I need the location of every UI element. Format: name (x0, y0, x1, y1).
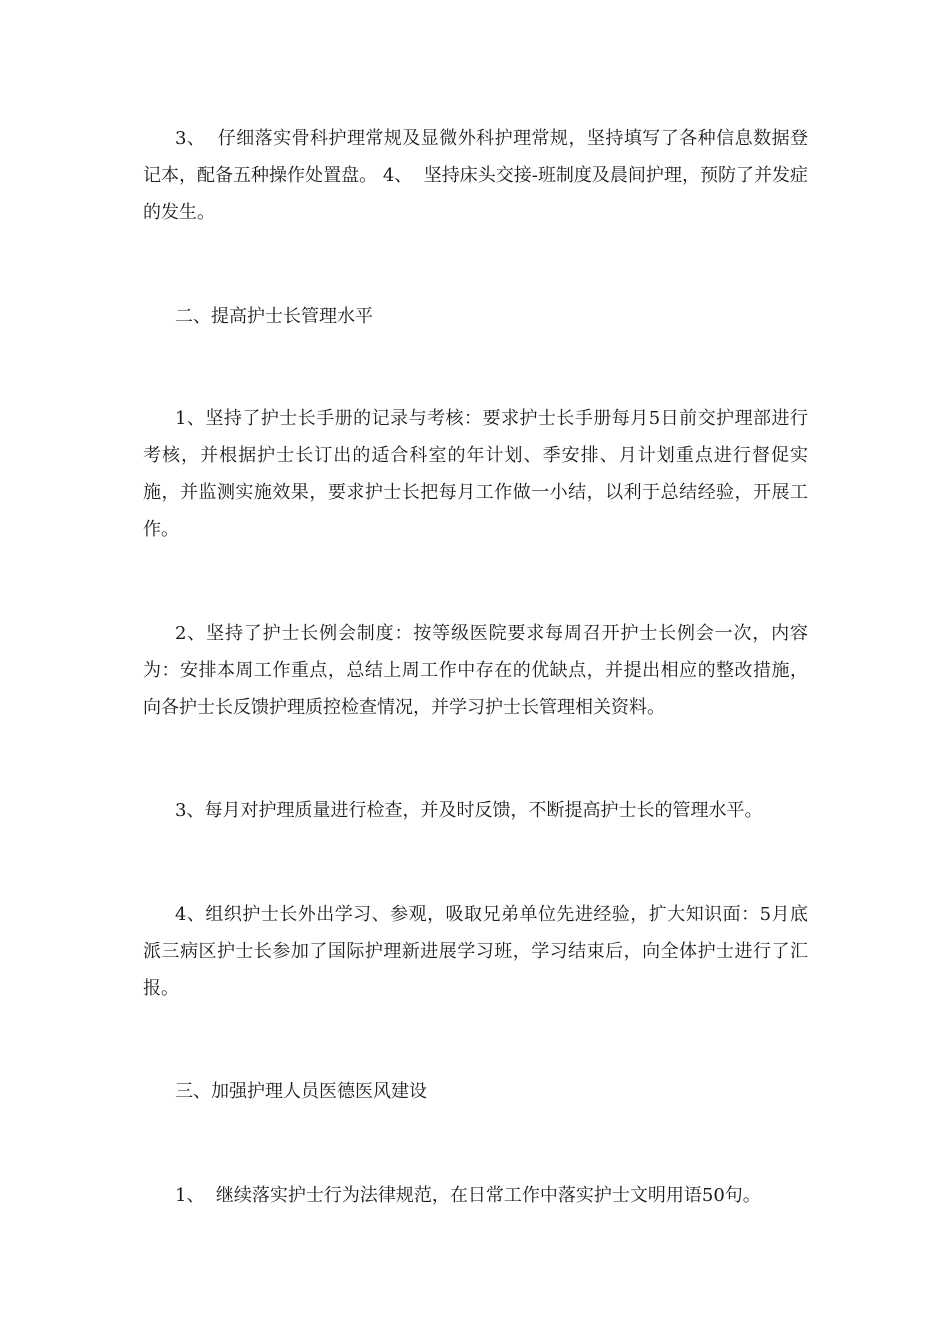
paragraph-head-nurse-manual: 1、坚持了护士长手册的记录与考核：要求护士长手册每月5日前交护理部进行考核，并根据护士长订出的适合科室的年计划、季安排、月计划重点进行督促实施，并监测实施效果，要求护士长把每月工作做一小结，以利于总结经验，开展工作。 (143, 408, 808, 540)
paragraph-external-study: 4、组织护士长外出学习、参观，吸取兄弟单位先进经验，扩大知识面：5月底派三病区护士长参加了国际护理新进展学习班，学习结束后，向全体护士进行了汇报。 (143, 904, 808, 999)
paragraph-conduct-norms: 1、 继续落实护士行为法律规范，在日常工作中落实护士文明用语50句。 (175, 1185, 761, 1206)
section-heading-2: 二、提高护士长管理水平 (175, 306, 373, 327)
section-heading-3: 三、加强护理人员医德医风建设 (175, 1081, 427, 1102)
paragraph-head-nurse-meeting: 2、坚持了护士长例会制度：按等级医院要求每周召开护士长例会一次，内容为：安排本周工作重点，总结上周工作中存在的优缺点，并提出相应的整改措施，向各护士长反馈护理质控检查情况，并学习护士长管理相关资料。 (143, 623, 808, 718)
paragraph-monthly-inspection: 3、每月对护理质量进行检查，并及时反馈，不断提高护士长的管理水平。 (175, 800, 763, 821)
paragraph-item-3-4: 3、 仔细落实骨科护理常规及显微外科护理常规，坚持填写了各种信息数据登记本，配备五种操作处置盘。 4、 坚持床头交接-班制度及晨间护理，预防了并发症的发生。 (143, 128, 808, 223)
